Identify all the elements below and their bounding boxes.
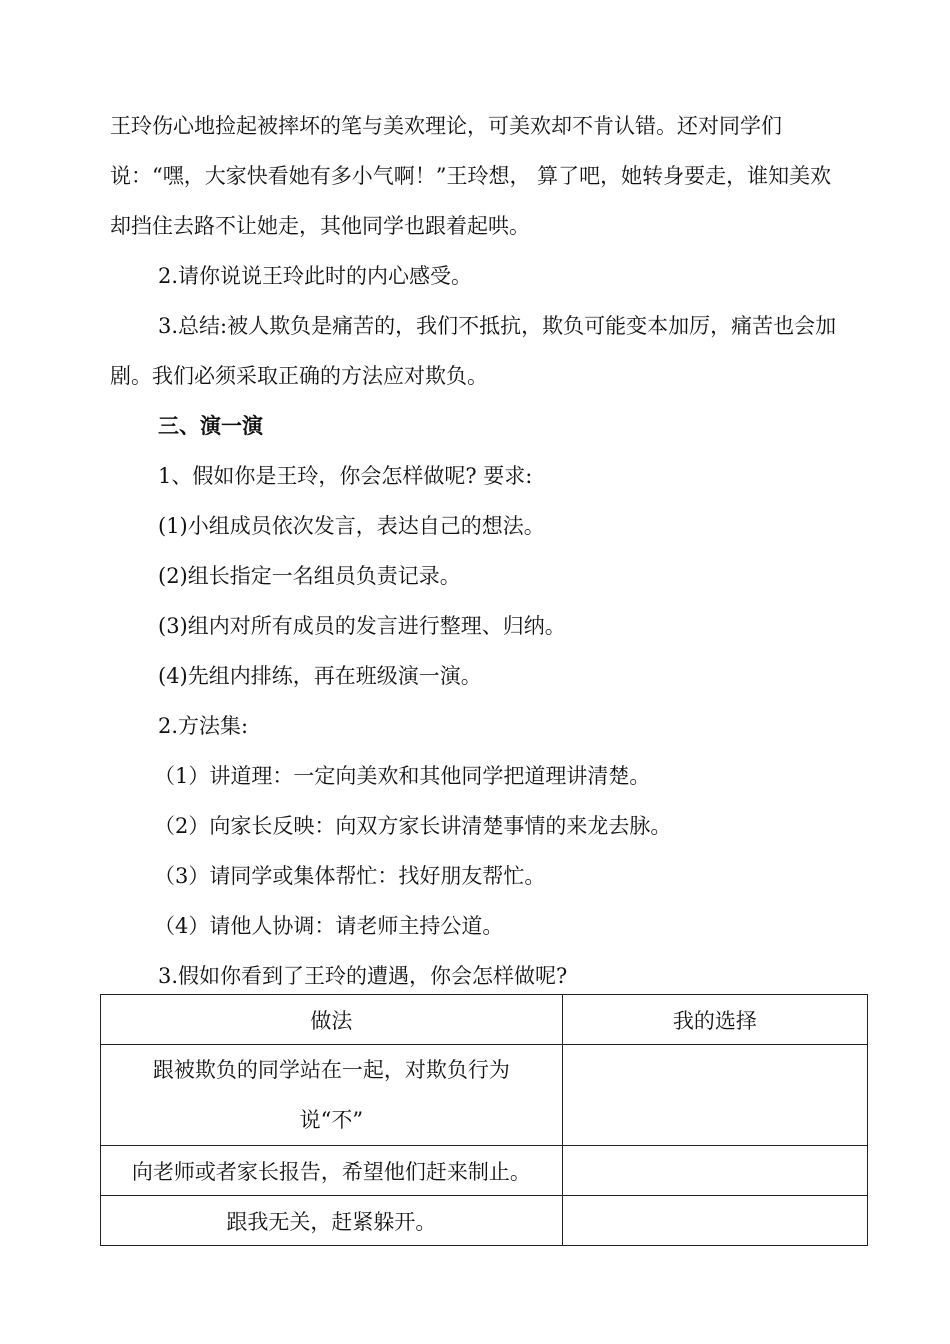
- header-choice: 我的选择: [562, 995, 867, 1045]
- method-4: （4）请他人协调：请老师主持公道。: [154, 914, 504, 938]
- requirement-3: (3)组内对所有成员的发言进行整理、归纳。: [158, 614, 566, 638]
- method-cell: 跟被欺负的同学站在一起，对欺负行为说“不”: [101, 1045, 563, 1146]
- method-2: （2）向家长反映：向双方家长讲清楚事情的来龙去脉。: [154, 814, 672, 838]
- method-cell: 向老师或者家长报告，希望他们赶来制止。: [101, 1146, 563, 1196]
- question-2: 2.请你说说王玲此时的内心感受。: [158, 264, 473, 288]
- method-cell: 跟我无关，赶紧躲开。: [101, 1196, 563, 1246]
- header-method: 做法: [101, 995, 563, 1045]
- item-1: 1、假如你是王玲，你会怎样做呢? 要求:: [158, 464, 533, 488]
- text-body: [110, 101, 850, 1001]
- table-header-row: [101, 995, 868, 1045]
- method-1: （1）讲道理：一定向美欢和其他同学把道理讲清楚。: [154, 764, 651, 788]
- story-paragraph: 王玲伤心地捡起被摔坏的笔与美欢理论，可美欢却不肯认错。还对同学们说：“嘿，大家快看她有多小气啊！”王玲想， 算了吧，她转身要走，谁知美欢却挡住去路不让她走，其他同学也跟着起哄。: [110, 114, 832, 238]
- method-3: （3）请同学或集体帮忙：找好朋友帮忙。: [154, 864, 546, 888]
- requirement-1: (1)小组成员依次发言，表达自己的想法。: [158, 514, 545, 538]
- section-heading: 三、演一演: [158, 414, 263, 438]
- requirement-2: (2)组长指定一名组员负责记录。: [158, 564, 461, 588]
- summary-paragraph: 3.总结:被人欺负是痛苦的，我们不抵抗，欺负可能变本加厉，痛苦也会加剧。我们必须采取正确的方法应对欺负。: [110, 314, 837, 388]
- choice-cell[interactable]: [562, 1146, 867, 1196]
- item-3: 3.假如你看到了王玲的遭遇，你会怎样做呢?: [158, 964, 568, 988]
- table-row: [101, 1045, 868, 1146]
- table-row: [101, 1146, 868, 1196]
- table-row: [101, 1196, 868, 1246]
- choice-cell[interactable]: [562, 1196, 867, 1246]
- requirement-4: (4)先组内排练，再在班级演一演。: [158, 664, 482, 688]
- choice-table: [100, 994, 868, 1246]
- item-2: 2.方法集:: [158, 714, 249, 738]
- choice-cell[interactable]: [562, 1045, 867, 1146]
